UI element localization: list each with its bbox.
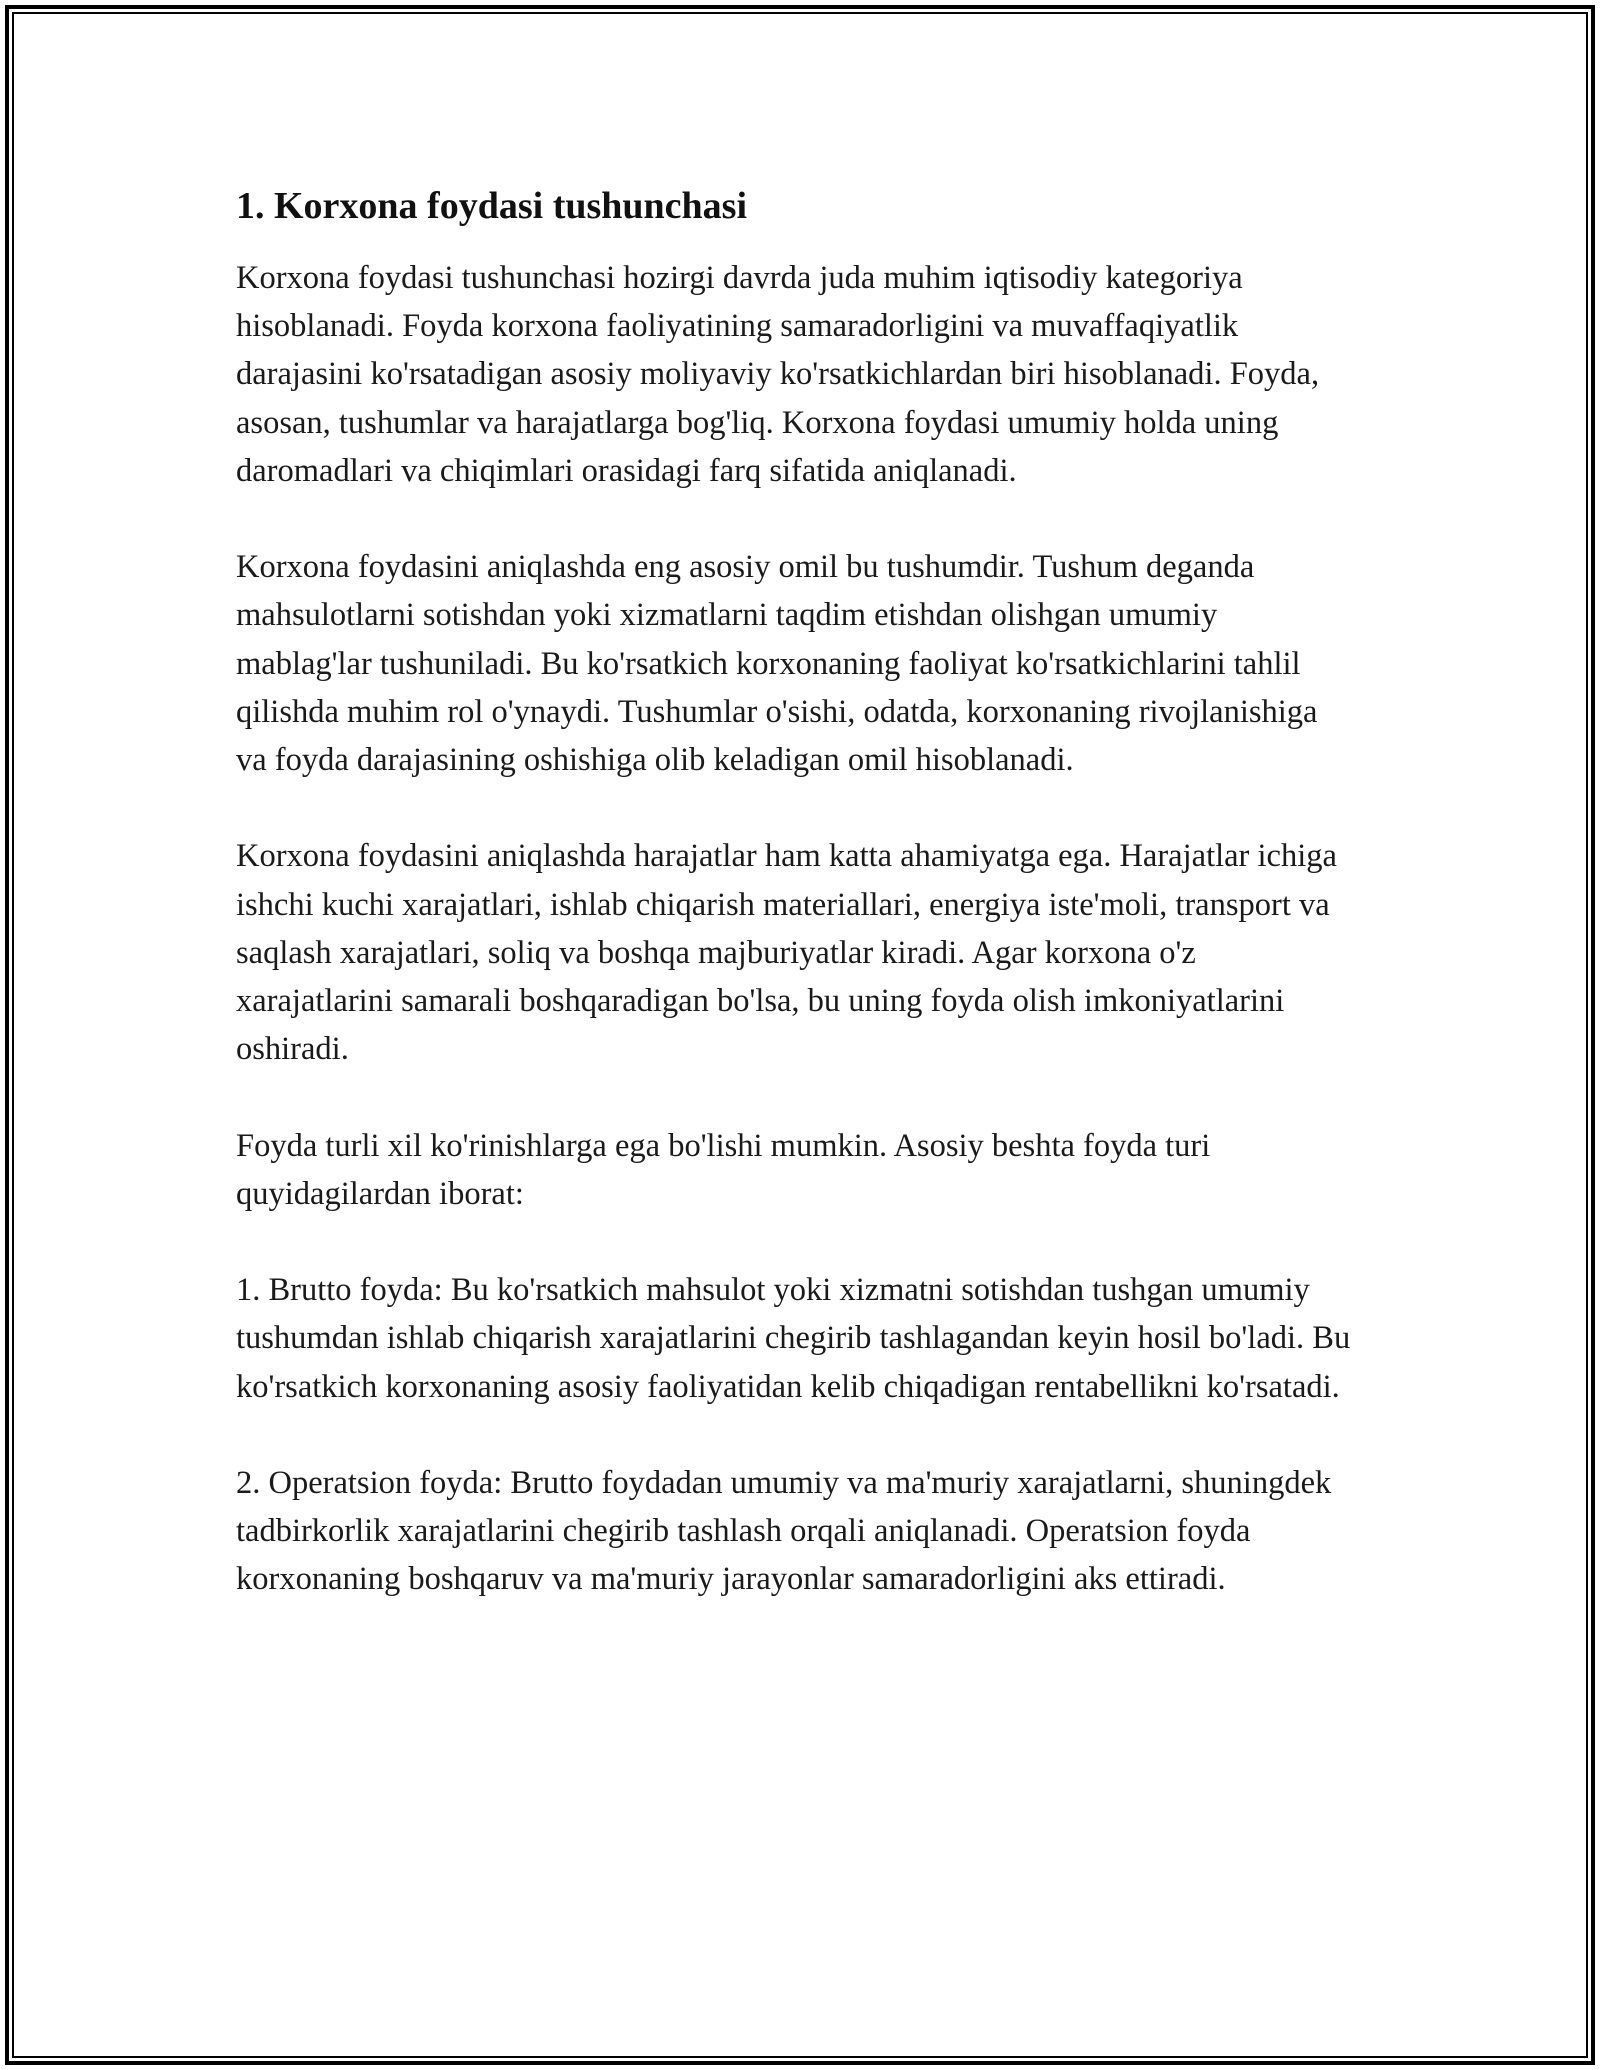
paragraph-definition: Korxona foydasi tushunchasi hozirgi davrda juda muhim iqtisodiy kategoriya hisoblanadi. Foyda korxona faoliyatining samaradorligini va muvaffaqiyatlik darajasini ko'rsatadigan asosiy moliyaviy ko'rsatkichlardan biri hisoblanadi. Foyda, asosan, tushumlar va harajatlarga bog'liq. Korxona foydasi umumiy holda uning daromadlari va chiqimlari orasidagi farq sifatida aniqlanadi. [236,260,1320,489]
section-heading: 1. Korxona foydasi tushunchasi [236,185,748,227]
paragraph-operating-profit: 2. Operatsion foyda: Brutto foydadan umumiy va ma'muriy xarajatlarni, shuningdek tadbirkorlik xarajatlarini chegirib tashlash orqali aniqlanadi. Operatsion foyda korxonaning boshqaruv va ma'muriy jarayonlar samaradorligini aks ettiradi. [236,1465,1332,1598]
paragraph-expenses: Korxona foydasini aniqlashda harajatlar ham katta ahamiyatga ega. Harajatlar ichiga ishchi kuchi xarajatlari, ishlab chiqarish materiallari, energiya iste'moli, transport va saqlash xarajatlari, soliq va boshqa majburiyatlar kiradi. Agar korxona o'z xarajatlarini samarali boshqaradigan bo'lsa, bu uning foyda olish imkoniyatlarini oshiradi. [236,838,1337,1068]
paragraph-profit-types-intro: Foyda turli xil ko'rinishlarga ega bo'lishi mumkin. Asosiy beshta foyda turi quyidagilardan iborat: [236,1127,1211,1212]
paragraph-gross-profit: 1. Brutto foyda: Bu ko'rsatkich mahsulot yoki xizmatni sotishdan tushgan umumiy tushumdan ishlab chiqarish xarajatlarini chegirib tashlagandan keyin hosil bo'ladi. Bu ko'rsatkich korxonaning asosiy faoliyatidan kelib chiqadigan rentabellikni ko'rsatadi. [236,1272,1351,1405]
document-body [236,182,1356,1652]
paragraph-revenue: Korxona foydasini aniqlashda eng asosiy omil bu tushumdir. Tushum deganda mahsulotlarni sotishdan yoki xizmatlarni taqdim etishdan olishgan umumiy mablag'lar tushuniladi. Bu ko'rsatkich korxonaning faoliyat ko'rsatkichlarini tahlil qilishda muhim rol o'ynaydi. Tushumlar o'sishi, odatda, korxonaning rivojlanishiga va foyda darajasining oshishiga olib keladigan omil hisoblanadi. [236,549,1318,779]
